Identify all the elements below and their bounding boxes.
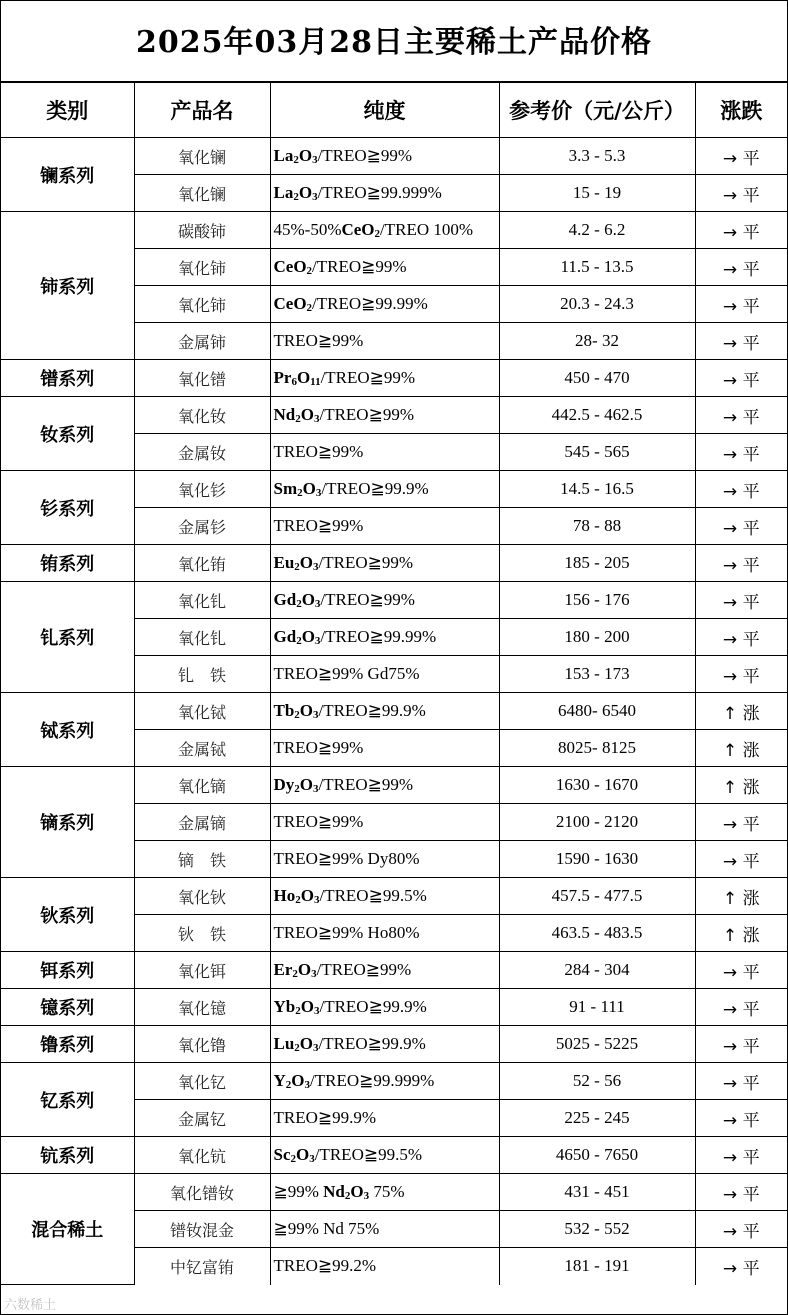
price-cell: 2100 - 2120 xyxy=(499,804,695,841)
purity-text-segment: 3 xyxy=(311,968,317,980)
category-cell: 钕系列 xyxy=(1,397,134,471)
purity-text-segment: /TREO≧99.9% xyxy=(319,997,427,1016)
header-category: 类别 xyxy=(1,83,134,138)
category-cell: 混合稀土 xyxy=(1,1174,134,1285)
purity-text-segment: TREO≧99% Gd75% xyxy=(273,664,420,683)
category-cell: 钪系列 xyxy=(1,1137,134,1174)
product-name-cell: 金属钕 xyxy=(134,434,270,471)
purity-text-segment: /TREO≧99% xyxy=(320,368,416,387)
trend-cell: → 平 xyxy=(695,582,787,619)
purity-text-segment: /TREO≧99.9% xyxy=(318,1034,426,1053)
product-name-cell: 镝 铁 xyxy=(134,841,270,878)
purity-cell xyxy=(270,1174,499,1211)
table-row xyxy=(1,952,787,989)
purity-text-segment: TREO≧99% Ho80% xyxy=(273,923,420,942)
price-cell: 8025- 8125 xyxy=(499,730,695,767)
price-cell: 156 - 176 xyxy=(499,582,695,619)
purity-text-segment: CeO xyxy=(273,294,307,313)
purity-text-segment: TREO≧99.2% xyxy=(273,1256,377,1276)
purity-text-segment: /TREO≧99% xyxy=(319,405,414,424)
purity-text-segment: 3 xyxy=(314,598,321,610)
purity-text-segment: 6 xyxy=(291,376,297,388)
product-name-cell: 金属铈 xyxy=(134,323,270,360)
purity-text-segment: 2 xyxy=(296,598,302,610)
price-cell: 20.3 - 24.3 xyxy=(499,286,695,323)
product-name-cell: 中钇富铕 xyxy=(134,1248,270,1285)
category-cell: 铈系列 xyxy=(1,212,134,360)
purity-text-segment: 45%-50% xyxy=(273,220,342,239)
purity-text-segment: /TREO≧99% xyxy=(318,775,414,794)
product-name-cell: 氧化钐 xyxy=(134,471,270,508)
trend-cell: → 平 xyxy=(695,323,787,360)
trend-cell: → 平 xyxy=(695,1026,787,1063)
purity-cell xyxy=(270,508,499,545)
purity-text-segment: 3 xyxy=(312,191,318,203)
purity-text-segment: /TREO≧99.9% xyxy=(321,479,429,498)
price-cell: 4650 - 7650 xyxy=(499,1137,695,1174)
price-cell: 450 - 470 xyxy=(499,360,695,397)
product-name-cell: 氧化镥 xyxy=(134,1026,270,1063)
product-name-cell: 氧化镨 xyxy=(134,360,270,397)
purity-text-segment: 3 xyxy=(313,709,319,721)
purity-text-segment: /TREO≧99.9% xyxy=(318,701,426,720)
table-row xyxy=(1,397,787,434)
trend-cell: → 平 xyxy=(695,952,787,989)
purity-text-segment: O xyxy=(299,701,314,720)
product-name-cell: 氧化镝 xyxy=(134,767,270,804)
purity-text-segment: 2 xyxy=(294,783,300,795)
trend-cell: → 平 xyxy=(695,249,787,286)
purity-text-segment: 2 xyxy=(290,1153,296,1165)
purity-text-segment: Pr xyxy=(273,368,292,387)
trend-cell: → 平 xyxy=(695,619,787,656)
purity-cell xyxy=(270,360,499,397)
trend-cell: → 平 xyxy=(695,1248,787,1285)
purity-text-segment: 2 xyxy=(306,302,313,314)
purity-text-segment: La xyxy=(273,183,294,202)
trend-cell: → 平 xyxy=(695,804,787,841)
price-cell: 431 - 451 xyxy=(499,1174,695,1211)
purity-text-segment: Er xyxy=(273,960,293,979)
product-name-cell: 氧化镧 xyxy=(134,175,270,212)
product-name-cell: 氧化镧 xyxy=(134,138,270,175)
purity-text-segment: 2 xyxy=(294,561,300,573)
purity-cell xyxy=(270,249,499,286)
price-cell: 28- 32 xyxy=(499,323,695,360)
purity-cell xyxy=(270,1248,499,1285)
purity-text-segment: O xyxy=(299,775,314,794)
purity-cell xyxy=(270,1211,499,1248)
price-cell: 153 - 173 xyxy=(499,656,695,693)
purity-text-segment: O xyxy=(301,590,315,609)
purity-text-segment: /TREO≧99.99% xyxy=(312,294,428,313)
purity-cell xyxy=(270,434,499,471)
price-cell: 5025 - 5225 xyxy=(499,1026,695,1063)
purity-text-segment: /TREO≧99.5% xyxy=(319,886,427,905)
price-cell: 3.3 - 5.3 xyxy=(499,138,695,175)
purity-cell xyxy=(270,323,499,360)
category-cell: 钬系列 xyxy=(1,878,134,952)
product-name-cell: 金属铽 xyxy=(134,730,270,767)
product-name-cell: 氧化镱 xyxy=(134,989,270,1026)
price-cell: 532 - 552 xyxy=(499,1211,695,1248)
category-cell: 钐系列 xyxy=(1,471,134,545)
purity-cell xyxy=(270,730,499,767)
purity-text-segment: Gd xyxy=(273,590,297,609)
trend-cell: ↑ 涨 xyxy=(695,693,787,730)
purity-text-segment: O xyxy=(298,146,313,165)
trend-cell: → 平 xyxy=(695,360,787,397)
purity-text-segment: O xyxy=(296,368,311,387)
purity-text-segment: Nd xyxy=(323,1182,345,1201)
price-cell: 4.2 - 6.2 xyxy=(499,212,695,249)
product-name-cell: 氧化钪 xyxy=(134,1137,270,1174)
purity-text-segment: 3 xyxy=(313,1005,320,1017)
trend-cell: → 平 xyxy=(695,138,787,175)
purity-text-segment: /TREO 100% xyxy=(380,220,474,239)
table-row xyxy=(1,582,787,619)
purity-text-segment: O xyxy=(291,1071,305,1090)
purity-cell xyxy=(270,989,499,1026)
category-cell: 镱系列 xyxy=(1,989,134,1026)
price-cell: 180 - 200 xyxy=(499,619,695,656)
price-cell: 457.5 - 477.5 xyxy=(499,878,695,915)
price-cell: 463.5 - 483.5 xyxy=(499,915,695,952)
purity-cell xyxy=(270,1063,499,1100)
price-cell: 11.5 - 13.5 xyxy=(499,249,695,286)
product-name-cell: 氧化钬 xyxy=(134,878,270,915)
header-price: 参考价（元/公斤） xyxy=(499,83,695,138)
purity-text-segment: /TREO≧99% xyxy=(312,257,407,276)
purity-text-segment: Eu xyxy=(273,553,295,572)
purity-text-segment: 2 xyxy=(294,709,300,721)
purity-text-segment: 2 xyxy=(294,1042,300,1054)
price-cell: 15 - 19 xyxy=(499,175,695,212)
price-cell: 52 - 56 xyxy=(499,1063,695,1100)
trend-cell: → 平 xyxy=(695,175,787,212)
purity-text-segment: 3 xyxy=(313,561,319,573)
purity-text-segment: /TREO≧99.999% xyxy=(317,183,442,202)
price-cell: 6480- 6540 xyxy=(499,693,695,730)
purity-text-segment: O xyxy=(300,997,314,1016)
purity-text-segment: TREO≧99% xyxy=(273,516,364,535)
price-cell: 78 - 88 xyxy=(499,508,695,545)
purity-text-segment: TREO≧99% xyxy=(273,738,364,757)
product-name-cell: 氧化钇 xyxy=(134,1063,270,1100)
trend-cell: → 平 xyxy=(695,397,787,434)
purity-text-segment: O xyxy=(350,1182,364,1201)
product-name-cell: 碳酸铈 xyxy=(134,212,270,249)
price-cell: 1590 - 1630 xyxy=(499,841,695,878)
purity-text-segment: ≧99% xyxy=(273,1182,324,1201)
product-name-cell: 金属钇 xyxy=(134,1100,270,1137)
product-name-cell: 金属镝 xyxy=(134,804,270,841)
trend-cell: ↑ 涨 xyxy=(695,767,787,804)
purity-text-segment: O xyxy=(301,627,315,646)
trend-cell: → 平 xyxy=(695,212,787,249)
purity-cell xyxy=(270,952,499,989)
table-row xyxy=(1,138,787,175)
table-row xyxy=(1,1063,787,1100)
purity-text-segment: ≧99% Nd 75% xyxy=(273,1219,380,1238)
purity-text-segment: 2 xyxy=(306,265,313,277)
purity-text-segment: Dy xyxy=(273,775,295,794)
trend-cell: ↑ 涨 xyxy=(695,878,787,915)
purity-text-segment: CeO xyxy=(341,220,375,239)
product-name-cell: 氧化铈 xyxy=(134,286,270,323)
purity-cell xyxy=(270,286,499,323)
purity-cell xyxy=(270,915,499,952)
purity-text-segment: O xyxy=(300,886,314,905)
purity-cell xyxy=(270,1137,499,1174)
purity-text-segment: O xyxy=(296,1145,310,1164)
table-row xyxy=(1,1174,787,1211)
purity-cell xyxy=(270,878,499,915)
product-name-cell: 氧化钆 xyxy=(134,582,270,619)
category-cell: 钆系列 xyxy=(1,582,134,693)
header-purity: 纯度 xyxy=(270,83,499,138)
header-trend: 涨跌 xyxy=(695,83,787,138)
purity-text-segment: 2 xyxy=(297,487,303,499)
table-row xyxy=(1,693,787,730)
table-row xyxy=(1,360,787,397)
category-cell: 铽系列 xyxy=(1,693,134,767)
purity-cell xyxy=(270,397,499,434)
purity-text-segment: TREO≧99% xyxy=(273,331,364,350)
purity-text-segment: 75% xyxy=(369,1182,405,1201)
purity-text-segment: 3 xyxy=(363,1190,370,1202)
trend-cell: → 平 xyxy=(695,545,787,582)
trend-cell: → 平 xyxy=(695,1174,787,1211)
purity-cell xyxy=(270,212,499,249)
purity-text-segment: 3 xyxy=(313,783,319,795)
header-product: 产品名 xyxy=(134,83,270,138)
purity-text-segment: La xyxy=(273,146,294,165)
purity-cell xyxy=(270,804,499,841)
price-cell: 442.5 - 462.5 xyxy=(499,397,695,434)
purity-cell xyxy=(270,656,499,693)
product-name-cell: 氧化铈 xyxy=(134,249,270,286)
purity-cell xyxy=(270,767,499,804)
category-cell: 铕系列 xyxy=(1,545,134,582)
table-row xyxy=(1,1026,787,1063)
table-row xyxy=(1,212,787,249)
price-cell: 225 - 245 xyxy=(499,1100,695,1137)
category-cell: 镥系列 xyxy=(1,1026,134,1063)
purity-cell xyxy=(270,582,499,619)
purity-text-segment: Gd xyxy=(273,627,297,646)
purity-text-segment: 3 xyxy=(313,894,320,906)
purity-text-segment: Ho xyxy=(273,886,296,905)
purity-text-segment: Sm xyxy=(273,479,298,498)
category-cell: 钇系列 xyxy=(1,1063,134,1137)
purity-text-segment: 2 xyxy=(285,1079,292,1091)
table-row xyxy=(1,471,787,508)
product-name-cell: 钆 铁 xyxy=(134,656,270,693)
purity-cell xyxy=(270,1026,499,1063)
purity-text-segment: O xyxy=(297,960,312,979)
trend-cell: ↑ 涨 xyxy=(695,915,787,952)
category-cell: 镧系列 xyxy=(1,138,134,212)
purity-text-segment: TREO≧99% xyxy=(273,442,364,461)
product-name-cell: 氧化镨钕 xyxy=(134,1174,270,1211)
purity-cell xyxy=(270,545,499,582)
purity-text-segment: Sc xyxy=(273,1145,291,1164)
purity-text-segment: 3 xyxy=(313,413,320,425)
purity-text-segment: O xyxy=(298,183,313,202)
table-row xyxy=(1,1137,787,1174)
purity-text-segment: /TREO≧99.999% xyxy=(310,1071,435,1090)
category-cell: 镨系列 xyxy=(1,360,134,397)
purity-text-segment: 2 xyxy=(374,228,381,240)
table-row xyxy=(1,545,787,582)
price-cell: 185 - 205 xyxy=(499,545,695,582)
purity-text-segment: /TREO≧99% xyxy=(320,590,415,609)
trend-cell: → 平 xyxy=(695,1063,787,1100)
purity-text-segment: Y xyxy=(273,1071,286,1090)
price-table xyxy=(1,82,787,1285)
purity-cell xyxy=(270,693,499,730)
purity-text-segment: /TREO≧99% xyxy=(317,146,413,165)
purity-text-segment: 3 xyxy=(314,635,321,647)
purity-text-segment: TREO≧99% Dy80% xyxy=(273,849,420,868)
purity-text-segment: TREO≧99.9% xyxy=(273,1108,377,1127)
trend-cell: → 平 xyxy=(695,508,787,545)
product-name-cell: 钬 铁 xyxy=(134,915,270,952)
price-cell: 284 - 304 xyxy=(499,952,695,989)
trend-cell: → 平 xyxy=(695,989,787,1026)
purity-text-segment: 2 xyxy=(295,894,301,906)
purity-text-segment: 2 xyxy=(292,968,298,980)
price-cell: 545 - 565 xyxy=(499,434,695,471)
purity-cell xyxy=(270,471,499,508)
purity-text-segment: 2 xyxy=(344,1190,351,1202)
purity-text-segment: 3 xyxy=(312,154,318,166)
trend-cell: → 平 xyxy=(695,471,787,508)
purity-text-segment: O xyxy=(302,479,316,498)
table-body xyxy=(1,138,787,1285)
page-title: 2025年03月28日主要稀土产品价格 xyxy=(1,1,787,82)
purity-text-segment: 3 xyxy=(304,1079,311,1091)
purity-text-segment: O xyxy=(300,405,314,424)
purity-text-segment: 3 xyxy=(313,1042,319,1054)
table-row xyxy=(1,767,787,804)
trend-cell: → 平 xyxy=(695,1211,787,1248)
header-row xyxy=(1,83,787,138)
product-name-cell: 氧化钕 xyxy=(134,397,270,434)
purity-text-segment: 2 xyxy=(293,191,299,203)
category-cell: 铒系列 xyxy=(1,952,134,989)
price-cell: 1630 - 1670 xyxy=(499,767,695,804)
purity-text-segment: 2 xyxy=(295,1005,301,1017)
table-row xyxy=(1,989,787,1026)
purity-text-segment: /TREO≧99.5% xyxy=(314,1145,422,1164)
purity-cell xyxy=(270,841,499,878)
purity-cell xyxy=(270,1100,499,1137)
price-cell: 181 - 191 xyxy=(499,1248,695,1285)
purity-text-segment: 3 xyxy=(315,487,322,499)
purity-text-segment: /TREO≧99% xyxy=(318,553,414,572)
product-name-cell: 氧化铽 xyxy=(134,693,270,730)
purity-text-segment: Yb xyxy=(273,997,296,1016)
purity-text-segment: Nd xyxy=(273,405,296,424)
product-name-cell: 氧化钆 xyxy=(134,619,270,656)
purity-text-segment: 11 xyxy=(310,376,321,388)
purity-text-segment: CeO xyxy=(273,257,307,276)
trend-cell: → 平 xyxy=(695,286,787,323)
purity-text-segment: Lu xyxy=(273,1034,295,1053)
trend-cell: → 平 xyxy=(695,656,787,693)
table-row xyxy=(1,878,787,915)
trend-cell: → 平 xyxy=(695,1137,787,1174)
purity-text-segment: O xyxy=(299,1034,314,1053)
price-cell: 91 - 111 xyxy=(499,989,695,1026)
purity-text-segment: 3 xyxy=(309,1153,315,1165)
purity-text-segment: TREO≧99% xyxy=(273,812,364,831)
product-name-cell: 氧化铕 xyxy=(134,545,270,582)
product-name-cell: 金属钐 xyxy=(134,508,270,545)
purity-cell xyxy=(270,619,499,656)
purity-text-segment: O xyxy=(299,553,314,572)
trend-cell: ↑ 涨 xyxy=(695,730,787,767)
trend-cell: → 平 xyxy=(695,434,787,471)
category-cell: 镝系列 xyxy=(1,767,134,878)
watermark-text: 六数稀土 xyxy=(4,1298,57,1313)
purity-text-segment: 2 xyxy=(296,635,302,647)
purity-cell xyxy=(270,138,499,175)
price-cell: 14.5 - 16.5 xyxy=(499,471,695,508)
trend-cell: → 平 xyxy=(695,841,787,878)
trend-cell: → 平 xyxy=(695,1100,787,1137)
purity-text-segment: /TREO≧99% xyxy=(316,960,412,979)
purity-text-segment: Tb xyxy=(273,701,295,720)
purity-cell xyxy=(270,175,499,212)
product-name-cell: 镨钕混金 xyxy=(134,1211,270,1248)
purity-text-segment: /TREO≧99.99% xyxy=(320,627,437,646)
purity-text-segment: 2 xyxy=(293,154,299,166)
product-name-cell: 氧化铒 xyxy=(134,952,270,989)
purity-text-segment: 2 xyxy=(295,413,301,425)
